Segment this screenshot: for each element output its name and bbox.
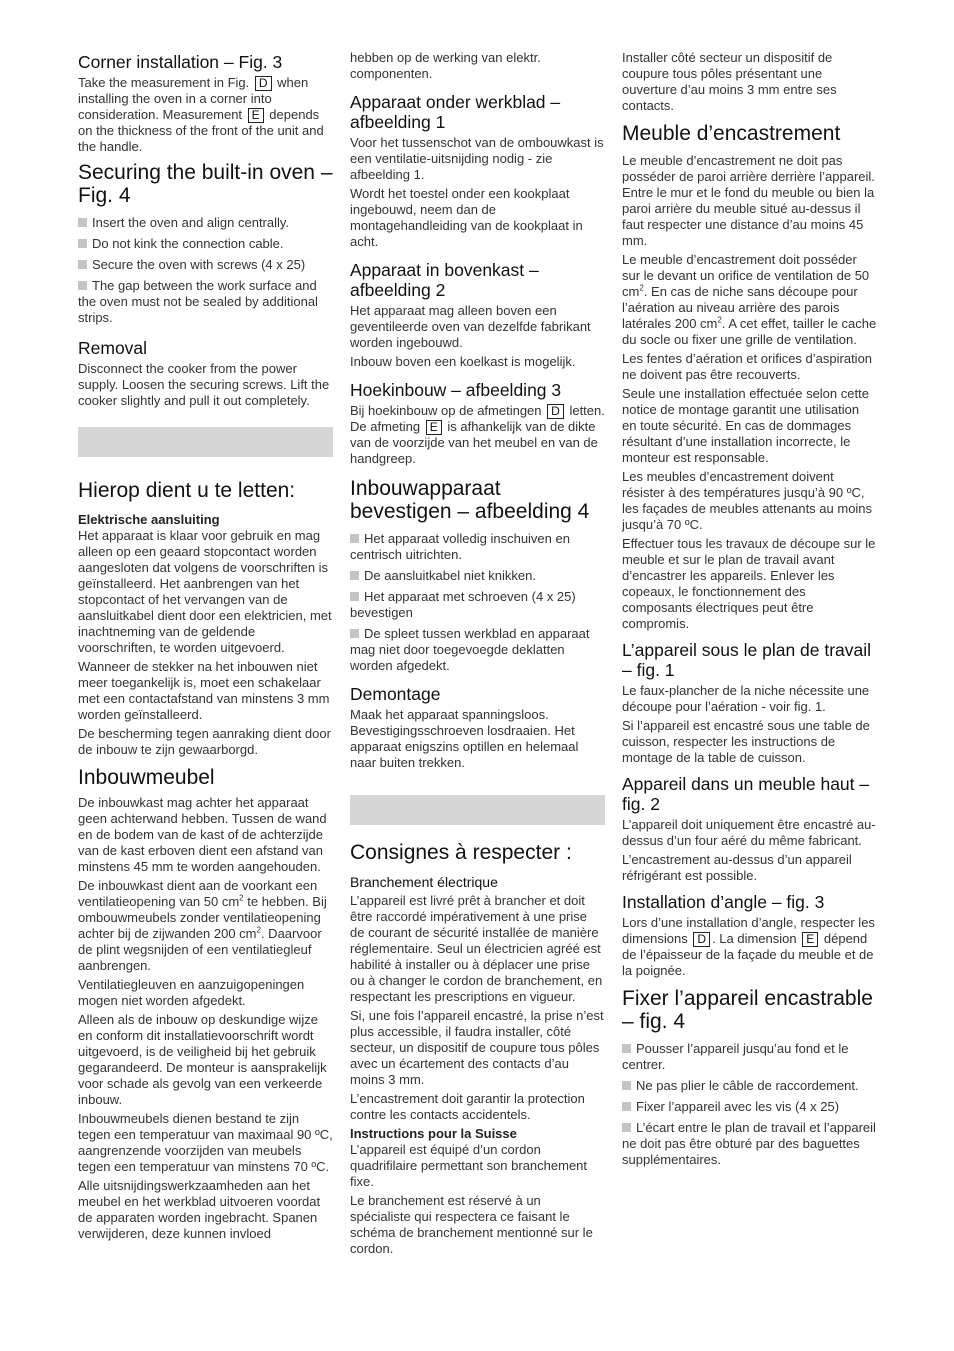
dimension-e-box: E [426,420,442,435]
paragraph: Alle uitsnijdingswerkzaamheden aan het meubel en het werkblad uitvoeren voordat de apparaten worden ingebracht. Spanen verwijderen, deze kunnen invloed [78,1178,321,1241]
dimension-e-box: E [248,108,264,123]
paragraph: L’appareil est livré prêt à brancher et doit être raccordé impérativement à une prise de courant de sécurité installée de manière réglementaire. Seul un électricien agréé est habilité à installer ou à déplacer une prise ou à changer le cordon de branchement, en respectant les prescriptions en vigueur. [350,893,603,1004]
branchement-heading: Branchement électrique [350,874,498,890]
list-item: De aansluitkabel niet knikken. [350,568,605,584]
paragraph: De bescherming tegen aanraking dient door de inbouw te zijn gewaarborgd. [78,726,331,757]
bullet-icon [622,1081,631,1090]
paragraph: Inbouw boven een koelkast is mogelijk. [350,354,576,369]
list-item: Fixer l’appareil avec les vis (4 x 25) [622,1099,877,1115]
list-item: Secure the oven with screws (4 x 25) [78,257,333,273]
paragraph: De inbouwkast mag achter het apparaat geen achterwand hebben. Tussen de wand en de bodem van de kast of de achterzijde van de kast erboven dient een afstand van minstens 45 mm te worden aangehouden. [78,795,327,874]
bullet-icon [78,260,87,269]
paragraph: Les meubles d’encastrement doivent résister à des températures jusqu’à 90 ºC, les façades de meubles attenants au moins jusqu’à 70 ºC. [622,469,873,532]
boven-heading: Apparaat in bovenkast – afbeelding 2 [350,260,539,300]
paragraph: Le faux-plancher de la niche nécessite une découpe pour l’aération - voir fig. 1. [622,683,870,714]
section-band [78,427,333,457]
column-dutch-french [350,50,605,1260]
list-item: Het apparaat met schroeven (4 x 25) bevestigen [350,589,576,620]
fixer-heading: Fixer l’appareil encastrable – fig. 4 [622,987,873,1033]
paragraph: Het apparaat mag alleen boven een geventileerde oven van dezelfde fabrikant worden ingebouwd. [350,303,591,350]
paragraph: Lors d’une installation d’angle, respecter les dimensions D . La dimension E dépend de l’épaisseur de la façade du meuble et de la poignée. [622,915,875,978]
paragraph: Si, une fois l’appareil encastré, la prise n’est plus accessible, il faudra installer, côté secteur, un dispositif de coupure tous pôles avec un écartement des contacts d’au moins 3 mm. [350,1008,604,1087]
bevestigen-heading: Inbouwapparaat bevestigen – afbeelding 4 [350,477,590,523]
bullet-icon [350,534,359,543]
list-item: Pousser l’appareil jusqu’au fond et le centrer. [622,1041,849,1072]
paragraph: Bij hoekinbouw op de afmetingen D letten. De afmeting E is afhankelijk van de dikte van de voorzijde van het meubel en van de handgreep. [350,403,605,466]
paragraph: Effectuer tous les travaux de découpe sur le meuble et sur le plan de travail avant d’encastrer les appareils. Enlever les copeaux, le fonctionnement des composants électriques peut être compromis. [622,536,876,631]
paragraph: Installer côté secteur un dispositif de coupure tous pôles présentant une ouverture d’au moins 3 mm entre ses contacts. [622,50,837,113]
paragraph: Maak het apparaat spanningsloos. Bevestigingsschroeven losdraaien. Het apparaat enigszins optillen en helemaal naar buiten trekken. [350,707,579,770]
paragraph: L’encastrement doit garantir la protection contre les contacts accidentels. [350,1091,585,1122]
list-item: Do not kink the connection cable. [78,236,333,252]
bullet-icon [350,592,359,601]
paragraph: Si l’appareil est encastré sous une table de cuisson, respecter les instructions de montage de la table de cuisson. [622,718,870,765]
dimension-d-box: D [547,404,564,419]
paragraph: Het apparaat is klaar voor gebruik en mag alleen op een geaard stopcontact worden aangesloten dat volgens de voorschriften is geïnstalleerd. Het aanbrengen van het stopcontact of het vervangen van de aansluitkabel dient door een elektricien, met inachtneming van de geldende voorschriften, te worden uitgevoerd. [78,528,332,655]
meuble-heading: Meuble d’encastrement [622,122,841,145]
haut-heading: Appareil dans un meuble haut – fig. 2 [622,774,870,814]
demontage-heading: Demontage [350,684,441,704]
list-item: L’écart entre le plan de travail et l’appareil ne doit pas être obturé par des baguettes supplémentaires. [622,1120,876,1167]
sous-heading: L’appareil sous le plan de travail – fig. 1 [622,640,872,680]
paragraph: Le meuble d’encastrement doit posséder sur le devant un orifice de ventilation de 50 $cm^2$. En cas de niche sans découpe pour l’aération au niveau arrière des parois latérales 200 $cm^2$. A cet effet, tailler le cache du socle ou fixer une grille de ventilation. [622,252,877,347]
corner-installation-heading: Corner installation – Fig. 3 [78,52,283,72]
paragraph: Le meuble d’encastrement ne doit pas posséder de paroi arrière derrière l’appareil. Entre le mur et le fond du meuble ou bien la paroi arrière du meuble situé au-dessus il faut respecter une distance d’au moins 45 mm. [622,153,875,248]
section-band [350,795,605,825]
paragraph: Les fentes d’aération et orifices d’aspiration ne doivent pas être recouverts. [622,351,873,382]
bullet-icon [350,629,359,638]
bullet-icon [622,1044,631,1053]
paragraph: Voor het tussenschot van de ombouwkast is een ventilatie-uitsnijding nodig - zie afbeelding 1. [350,135,604,182]
paragraph: L’encastrement au-dessus d’un appareil réfrigérant est possible. [622,852,852,883]
french-section-heading: Consignes à respecter : [350,841,572,864]
column-french [622,50,877,1171]
bullet-icon [350,571,359,580]
paragraph: Inbouwmeubels dienen bestand te zijn tegen een temperatuur van maximaal 90 ºC, aangrenzende voorzijden van meubels tegen een temperatuur van minstens 70 ºC. [78,1111,333,1174]
paragraph: Wanneer de stekker na het inbouwen niet meer toegankelijk is, moet een schakelaar met een contactafstand van minstens 3 mm worden geïnstalleerd. [78,659,330,722]
list-item: The gap between the work surface and the oven must not be sealed by additional strips. [78,278,318,325]
paragraph: Le branchement est réservé à un spécialiste qui respectera ce faisant le schéma de branchement mentionné sur le cordon. [350,1193,593,1256]
removal-text: Disconnect the cooker from the power supply. Loosen the securing screws. Lift the cooker slightly and pull it out completely. [78,361,330,408]
dimension-d-box: D [255,76,272,91]
paragraph: Seule une installation effectuée selon cette notice de montage garantit une utilisation en toute sécurité. En cas de dommages résultant d’une installation incorrecte, le monteur est responsable. [622,386,869,465]
suisse-heading: Instructions pour la Suisse [350,1126,517,1141]
paragraph: Wordt het toestel onder een kookplaat ingebouwd, neem dan de montagehandleiding van de kookplaat in acht. [350,186,583,249]
dimension-d-box: D [693,932,710,947]
paragraph: Alleen als de inbouw op deskundige wijze en conform dit installatievoorschrift wordt uitgevoerd, is de veiligheid bij het gebruik gegarandeerd. De monteur is aansprakelijk voor schade als gevolg van een verkeerde inbouw. [78,1012,327,1107]
paragraph: hebben op de werking van elektr. componenten. [350,50,541,81]
dimension-e-box: E [802,932,818,947]
electrical-heading: Elektrische aansluiting [78,512,220,527]
bullet-icon [622,1102,631,1111]
onder-heading: Apparaat onder werkblad – afbeelding 1 [350,92,561,132]
hoek-heading: Hoekinbouw – afbeelding 3 [350,380,562,400]
bullet-icon [78,218,87,227]
angle-heading: Installation d’angle – fig. 3 [622,892,825,912]
paragraph: De inbouwkast dient aan de voorkant een ventilatieopening van 50 $cm^2$ te hebben. Bij ombouwmeubels zonder ventilatieopening achter bij de zijwanden 200 $cm^2$. Daarvoor de plint wegsnijden of een ventilatiegleuf aanbrengen. [78,878,327,973]
bullet-icon [78,281,87,290]
list-item: Insert the oven and align centrally. [78,215,333,231]
dutch-section-heading: Hierop dient u te letten: [78,479,296,502]
paragraph: L’appareil est équipé d’un cordon quadrifilaire permettant son branchement fixe. [350,1142,588,1189]
corner-installation-text: Take the measurement in Fig. D when installing the oven in a corner into consideration. Measurement E depends on the thickness of the front of the unit and the handle. [78,75,324,154]
column-english-dutch [78,50,333,1245]
securing-heading: Securing the built-in oven – Fig. 4 [78,161,333,207]
bullet-icon [622,1123,631,1132]
paragraph: L’appareil doit uniquement être encastré au-dessus d’un four aéré du même fabricant. [622,817,876,848]
removal-heading: Removal [78,338,148,358]
paragraph: Ventilatiegleuven en aanzuigopeningen mogen niet worden afgedekt. [78,977,305,1008]
bullet-icon [78,239,87,248]
list-item: Het apparaat volledig inschuiven en centrisch uitrichten. [350,531,570,562]
list-item: De spleet tussen werkblad en apparaat mag niet door toegevoegde deklatten worden afgedekt. [350,626,590,673]
list-item: Ne pas plier le câble de raccordement. [622,1078,877,1094]
inbouwmeubel-heading: Inbouwmeubel [78,766,215,789]
